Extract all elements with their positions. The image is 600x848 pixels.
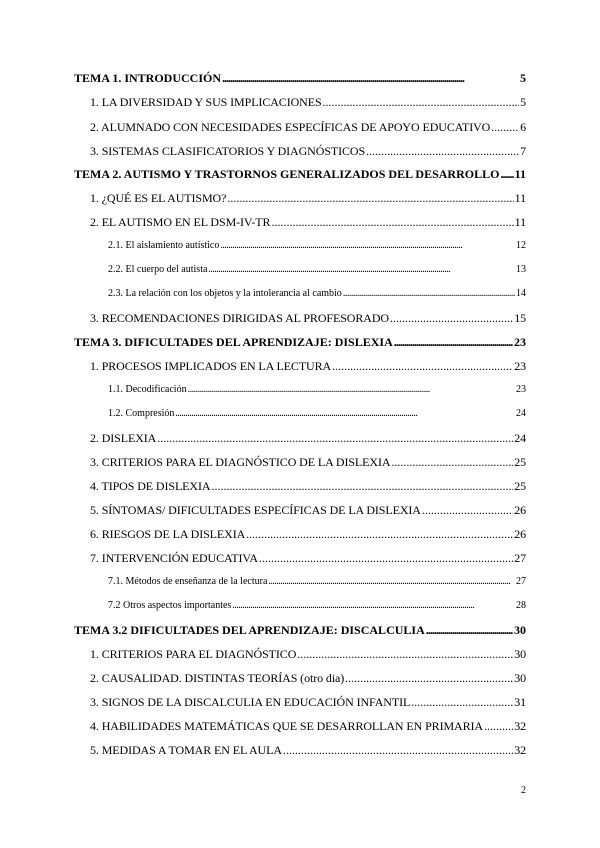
toc-entry-page: 24: [514, 431, 526, 445]
toc-entry-page: 32: [514, 719, 526, 733]
dot-leader: [343, 288, 515, 299]
toc-entry-title: 6. RIESGOS DE LA DISLEXIA: [90, 527, 246, 541]
toc-entry-title: TEMA 3.2 DIFICULTADES DEL APRENDIZAJE: DISCALCULIA: [74, 623, 425, 637]
dot-leader: [227, 191, 513, 206]
dot-leader: [259, 551, 513, 566]
dot-leader: [208, 264, 515, 275]
toc-subentry[interactable]: [108, 408, 526, 419]
dot-leader: [394, 335, 513, 350]
toc-entry-page: 32: [514, 743, 526, 757]
toc-entry[interactable]: [90, 671, 526, 686]
toc-entry-page: 26: [514, 503, 526, 517]
toc-subentry[interactable]: [108, 600, 526, 611]
toc-entry-page: 13: [516, 264, 526, 275]
toc-subentry[interactable]: [108, 384, 526, 395]
toc-entry-title: 2. EL AUTISMO EN EL DSM-IV-TR: [90, 215, 271, 229]
toc-entry-title: 3. CRITERIOS PARA EL DIAGNÓSTICO DE LA DISLEXIA: [90, 455, 391, 469]
toc-entry[interactable]: [90, 215, 526, 230]
dot-leader: [271, 215, 513, 230]
dot-leader: [426, 623, 513, 638]
toc-entry-title: 2. ALUMNADO CON NECESIDADES ESPECÍFICAS DE APOYO EDUCATIVO: [90, 120, 491, 134]
toc-entry-page: 23: [514, 359, 526, 373]
dot-leader: [157, 431, 513, 446]
toc-entry-title: TEMA 1. INTRODUCCIÓN: [74, 71, 222, 85]
dot-leader: [211, 479, 513, 494]
toc-entry[interactable]: [90, 95, 526, 110]
toc-entry-title: 4. TIPOS DE DISLEXIA: [90, 479, 211, 493]
toc-entry-page: 23: [516, 384, 526, 395]
toc-entry[interactable]: [90, 120, 526, 135]
dot-leader: [411, 695, 513, 710]
dot-leader: [390, 311, 513, 326]
toc-entry[interactable]: [90, 191, 526, 206]
toc-entry-tema-1[interactable]: [74, 71, 526, 86]
dot-leader: [222, 71, 519, 86]
toc-entry-page: 28: [516, 600, 526, 611]
toc-entry[interactable]: [90, 647, 526, 662]
toc-entry-page: 26: [514, 527, 526, 541]
dot-leader: [232, 600, 515, 611]
toc-entry-title: 1.2. Compresión: [108, 408, 175, 419]
toc-entry[interactable]: [90, 743, 526, 758]
toc-entry-title: 2. DISLEXIA: [90, 431, 157, 445]
toc-entry-page: 23: [514, 335, 526, 349]
toc-entry[interactable]: [90, 431, 526, 446]
toc-entry-page: 24: [516, 408, 526, 419]
dot-leader: [220, 240, 515, 251]
dot-leader: [323, 95, 520, 110]
toc-entry-title: 2.1. El aislamiento autístico: [108, 240, 220, 251]
toc-entry-page: 25: [514, 455, 526, 469]
toc-entry-tema-3[interactable]: [74, 335, 526, 350]
toc-entry-page: 14: [516, 288, 526, 299]
toc-subentry[interactable]: [108, 240, 526, 251]
toc-entry-title: 7.2 Otros aspectos importantes: [108, 600, 232, 611]
toc-entry-title: 7. INTERVENCIÓN EDUCATIVA: [90, 551, 258, 565]
dot-leader: [175, 408, 515, 419]
toc-entry-title: 1. CRITERIOS PARA EL DIAGNÓSTICO: [90, 647, 297, 661]
dot-leader: [484, 719, 513, 734]
toc-entry-tema-2[interactable]: [74, 167, 526, 182]
dot-leader: [283, 743, 513, 758]
dot-leader: [188, 384, 515, 395]
toc-entry-title: 3. RECOMENDACIONES DIRIGIDAS AL PROFESORADO: [90, 311, 389, 325]
toc-entry-title: 7.1. Métodos de enseñanza de la lectura: [108, 576, 268, 587]
toc-entry[interactable]: [90, 503, 526, 518]
toc-entry-page: 5: [520, 95, 526, 109]
dot-leader: [366, 144, 519, 159]
toc-entry-page: 30: [514, 671, 526, 685]
dot-leader: [491, 120, 519, 135]
toc-entry-page: 15: [514, 311, 526, 325]
toc-entry-page: 5: [520, 71, 526, 85]
toc-entry-title: 5. SÍNTOMAS/ DIFICULTADES ESPECÍFICAS DE LA DISLEXIA: [90, 503, 421, 517]
toc-entry-page: 30: [514, 623, 526, 637]
dot-leader: [297, 647, 513, 662]
toc-entry[interactable]: [90, 144, 526, 159]
dot-leader: [332, 359, 513, 374]
toc-entry-title: 1. ¿QUÉ ES EL AUTISMO?: [90, 191, 227, 205]
toc-entry-page: 30: [514, 647, 526, 661]
toc-entry-title: 1. PROCESOS IMPLICADOS EN LA LECTURA: [90, 359, 332, 373]
toc-entry-tema-3-2[interactable]: [74, 623, 526, 638]
toc-entry-title: TEMA 2. AUTISMO Y TRASTORNOS GENERALIZADOS DEL DESARROLLO: [74, 167, 500, 181]
toc-entry[interactable]: [90, 695, 526, 710]
toc-entry[interactable]: [90, 527, 526, 542]
dot-leader: [422, 503, 513, 518]
toc-entry-title: 1. LA DIVERSIDAD Y SUS IMPLICACIONES: [90, 95, 322, 109]
toc-subentry[interactable]: [108, 576, 526, 587]
toc-subentry[interactable]: [108, 288, 526, 299]
dot-leader: [391, 455, 513, 470]
toc-entry-page: 25: [514, 479, 526, 493]
toc-entry-page: 27: [514, 551, 526, 565]
toc-entry-title: 4. HABILIDADES MATEMÁTICAS QUE SE DESARROLLAN EN PRIMARIA: [90, 719, 483, 733]
toc-entry-page: 6: [520, 120, 526, 134]
dot-leader: [345, 671, 513, 686]
toc-entry-page: 11: [514, 215, 526, 229]
toc-entry-title: 2.3. La relación con los objetos y la intolerancia al cambio: [108, 288, 342, 299]
toc-entry-page: 31: [514, 695, 526, 709]
toc-entry[interactable]: [90, 311, 526, 326]
toc-entry-page: 27: [516, 576, 526, 587]
toc-entry-title: 3. SISTEMAS CLASIFICATORIOS Y DIAGNÓSTICOS: [90, 144, 366, 158]
toc-entry-page: 12: [516, 240, 526, 251]
toc-entry-title: 2. CAUSALIDAD. DISTINTAS TEORÍAS (otro dia): [90, 671, 345, 685]
toc-entry-page: 7: [520, 144, 526, 158]
toc-entry[interactable]: [90, 479, 526, 494]
dot-leader: [268, 576, 515, 587]
toc-entry-title: TEMA 3. DIFICULTADES DEL APRENDIZAJE: DISLEXIA: [74, 335, 393, 349]
toc-entry[interactable]: [90, 455, 526, 470]
dot-leader: [246, 527, 513, 542]
toc-entry-title: 5. MEDIDAS A TOMAR EN EL AULA: [90, 743, 282, 757]
toc-subentry[interactable]: [108, 264, 526, 275]
page-number: 2: [521, 785, 526, 796]
toc-entry[interactable]: [90, 719, 526, 734]
toc-entry-title: 3. SIGNOS DE LA DISCALCULIA EN EDUCACIÓN INFANTIL: [90, 695, 411, 709]
toc-entry[interactable]: [90, 359, 526, 374]
toc-entry-page: 11: [514, 191, 526, 205]
toc-entry-title: 1.1. Decodificación: [108, 384, 187, 395]
toc-entry[interactable]: [90, 551, 526, 566]
dot-leader: [500, 167, 513, 182]
toc-entry-title: 2.2. El cuerpo del autista: [108, 264, 208, 275]
toc-entry-page: 11: [514, 167, 526, 181]
